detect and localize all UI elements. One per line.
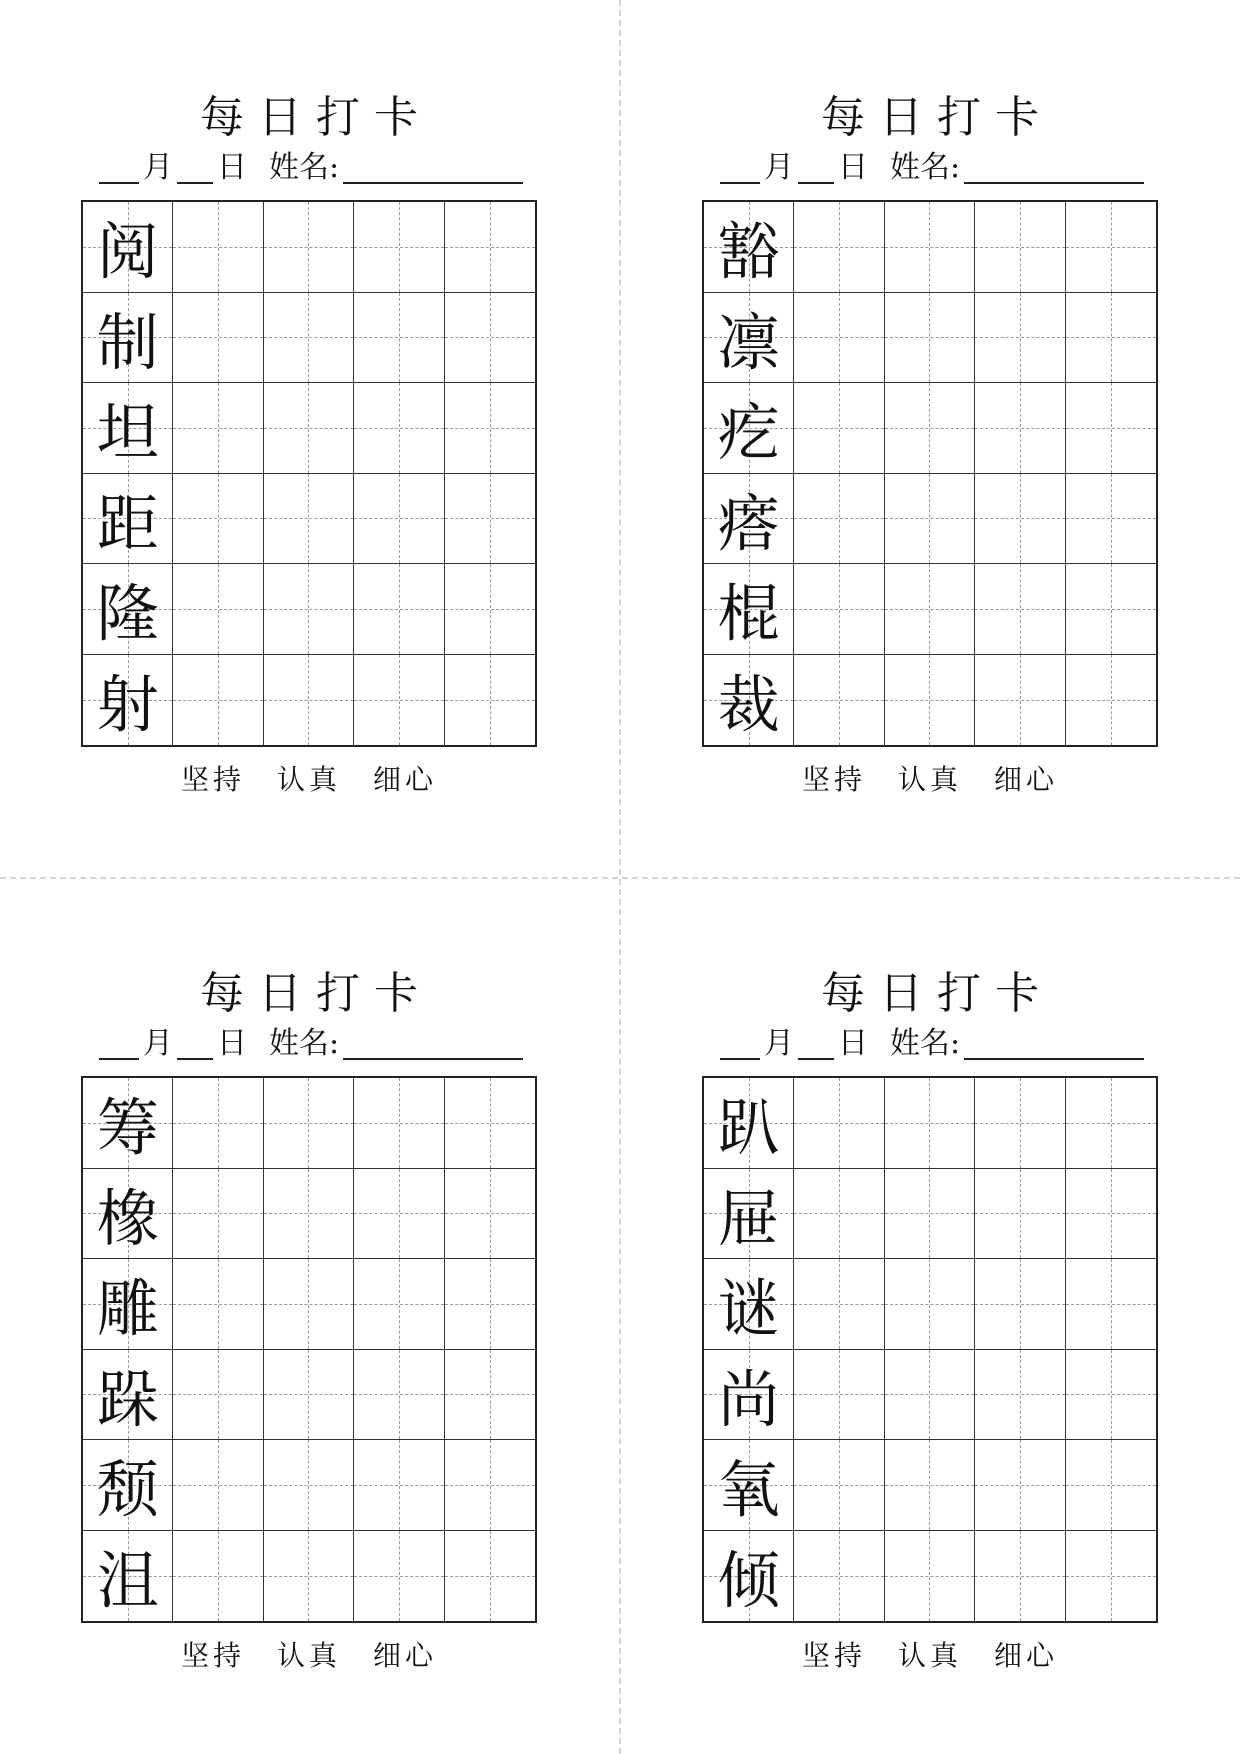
practice-cell[interactable]	[794, 383, 884, 474]
model-character: 隆	[96, 577, 159, 651]
practice-cell[interactable]	[445, 1259, 535, 1350]
motto-footer	[81, 1636, 537, 1676]
practice-cell[interactable]	[173, 202, 263, 293]
date-name-line	[99, 148, 555, 188]
model-character-cell	[83, 1078, 173, 1169]
model-character-cell	[83, 202, 173, 293]
practice-cell[interactable]	[794, 1169, 884, 1260]
practice-cell[interactable]	[1066, 293, 1156, 384]
practice-cell[interactable]	[1066, 1531, 1156, 1622]
practice-cell[interactable]	[885, 293, 975, 384]
model-character: 筹	[96, 1091, 159, 1165]
practice-cell[interactable]	[354, 564, 444, 655]
practice-cell[interactable]	[354, 383, 444, 474]
practice-cell[interactable]	[885, 564, 975, 655]
practice-cell[interactable]	[975, 474, 1065, 565]
name-label: 姓名:	[269, 150, 340, 185]
practice-cell[interactable]	[445, 655, 535, 746]
practice-cell[interactable]	[264, 655, 354, 746]
model-character: 尚	[717, 1362, 780, 1436]
practice-cell[interactable]	[173, 1078, 263, 1169]
date-name-line	[720, 148, 1176, 188]
practice-cell[interactable]	[794, 202, 884, 293]
practice-cell[interactable]	[264, 293, 354, 384]
model-character: 制	[96, 305, 159, 379]
practice-cell[interactable]	[354, 202, 444, 293]
model-character-cell	[704, 1078, 794, 1169]
practice-cell[interactable]	[1066, 1169, 1156, 1260]
motto-word: 认真	[276, 1639, 341, 1672]
practice-cell[interactable]	[173, 474, 263, 565]
practice-cell[interactable]	[885, 655, 975, 746]
practice-cell[interactable]	[975, 1440, 1065, 1531]
model-character: 雕	[96, 1272, 159, 1346]
month-blank[interactable]	[720, 148, 760, 184]
model-character: 橡	[96, 1181, 159, 1255]
practice-cell[interactable]	[354, 474, 444, 565]
model-character: 氧	[717, 1453, 780, 1527]
month-blank[interactable]	[99, 148, 139, 184]
practice-cell[interactable]	[445, 202, 535, 293]
practice-cell[interactable]	[354, 655, 444, 746]
date-name-line	[99, 1024, 555, 1064]
practice-cell[interactable]	[794, 1350, 884, 1441]
practice-card-top-left	[81, 0, 537, 796]
model-character-cell	[83, 564, 173, 655]
day-blank[interactable]	[798, 1024, 834, 1060]
practice-cell[interactable]	[173, 293, 263, 384]
practice-cell[interactable]	[354, 1169, 444, 1260]
practice-cell[interactable]	[885, 383, 975, 474]
writing-grid	[702, 1076, 1158, 1623]
month-blank[interactable]	[720, 1024, 760, 1060]
motto-footer	[702, 1636, 1158, 1676]
practice-cell[interactable]	[1066, 474, 1156, 565]
motto-word: 坚持	[180, 1639, 245, 1672]
model-character-cell	[704, 564, 794, 655]
practice-cell[interactable]	[264, 202, 354, 293]
practice-cell[interactable]	[794, 564, 884, 655]
practice-cell[interactable]	[885, 1078, 975, 1169]
writing-grid	[81, 1076, 537, 1623]
practice-cell[interactable]	[264, 1169, 354, 1260]
practice-cell[interactable]	[173, 1531, 263, 1622]
model-character: 疙	[717, 396, 780, 470]
writing-grid	[81, 200, 537, 747]
practice-cell[interactable]	[794, 474, 884, 565]
model-character-cell	[704, 293, 794, 384]
model-character-cell	[83, 1350, 173, 1441]
practice-cell[interactable]	[264, 383, 354, 474]
model-character-cell	[704, 474, 794, 565]
model-character-cell	[704, 1440, 794, 1531]
practice-cell[interactable]	[264, 1259, 354, 1350]
model-character: 裁	[717, 668, 780, 742]
practice-cell[interactable]	[794, 1078, 884, 1169]
practice-cell[interactable]	[975, 293, 1065, 384]
model-character-cell	[83, 1531, 173, 1622]
practice-cell[interactable]	[445, 1440, 535, 1531]
month-blank[interactable]	[99, 1024, 139, 1060]
practice-cell[interactable]	[173, 1169, 263, 1260]
model-character: 谜	[717, 1272, 780, 1346]
model-character-cell	[704, 1350, 794, 1441]
motto-word: 细心	[373, 1639, 438, 1672]
motto-word: 细心	[994, 1639, 1059, 1672]
practice-card-bottom-right	[702, 876, 1158, 1672]
practice-cell[interactable]	[445, 293, 535, 384]
practice-cell[interactable]	[264, 564, 354, 655]
practice-cell[interactable]	[885, 202, 975, 293]
model-character: 跺	[96, 1362, 159, 1436]
day-label: 日	[838, 150, 868, 185]
name-blank[interactable]	[964, 148, 1144, 184]
model-character: 趴	[717, 1091, 780, 1165]
motto-word: 坚持	[180, 763, 245, 796]
practice-cell[interactable]	[264, 1078, 354, 1169]
practice-cell[interactable]	[975, 383, 1065, 474]
model-character-cell	[704, 1259, 794, 1350]
practice-cell[interactable]	[264, 1350, 354, 1441]
card-title: 每日打卡	[200, 92, 432, 143]
practice-cell[interactable]	[354, 1078, 444, 1169]
month-label: 月	[764, 150, 794, 185]
model-character: 屉	[717, 1181, 780, 1255]
practice-cell[interactable]	[173, 564, 263, 655]
practice-cell[interactable]	[173, 1350, 263, 1441]
practice-cell[interactable]	[264, 1531, 354, 1622]
practice-cell[interactable]	[975, 1259, 1065, 1350]
day-blank[interactable]	[177, 148, 213, 184]
month-label: 月	[143, 150, 173, 185]
card-title: 每日打卡	[821, 968, 1053, 1019]
motto-word: 细心	[373, 763, 438, 796]
model-character: 颓	[96, 1453, 159, 1527]
practice-cell[interactable]	[885, 474, 975, 565]
practice-card-bottom-left	[81, 876, 537, 1672]
motto-word: 认真	[897, 763, 962, 796]
practice-cell[interactable]	[885, 1350, 975, 1441]
practice-cell[interactable]	[1066, 383, 1156, 474]
card-title: 每日打卡	[200, 968, 432, 1019]
motto-word: 坚持	[801, 763, 866, 796]
practice-cell[interactable]	[1066, 1078, 1156, 1169]
practice-cell[interactable]	[354, 1259, 444, 1350]
model-character-cell	[83, 655, 173, 746]
practice-cell[interactable]	[354, 1440, 444, 1531]
practice-cell[interactable]	[1066, 1440, 1156, 1531]
practice-cell[interactable]	[1066, 564, 1156, 655]
name-blank[interactable]	[964, 1024, 1144, 1060]
motto-word: 坚持	[801, 1639, 866, 1672]
model-character-cell	[83, 293, 173, 384]
month-label: 月	[764, 1026, 794, 1061]
name-label: 姓名:	[890, 1026, 961, 1061]
model-character-cell	[83, 383, 173, 474]
day-label: 日	[217, 150, 247, 185]
motto-word: 认真	[276, 763, 341, 796]
practice-cell[interactable]	[975, 1350, 1065, 1441]
model-character: 豁	[717, 215, 780, 289]
day-blank[interactable]	[798, 148, 834, 184]
practice-cell[interactable]	[794, 1259, 884, 1350]
model-character: 沮	[96, 1544, 159, 1618]
motto-footer	[81, 760, 537, 800]
practice-cell[interactable]	[445, 564, 535, 655]
practice-cell[interactable]	[173, 1440, 263, 1531]
model-character: 凛	[717, 305, 780, 379]
name-blank[interactable]	[343, 1024, 523, 1060]
practice-cell[interactable]	[445, 1169, 535, 1260]
practice-cell[interactable]	[975, 564, 1065, 655]
practice-card-top-right	[702, 0, 1158, 796]
card-title: 每日打卡	[821, 92, 1053, 143]
model-character-cell	[704, 1531, 794, 1622]
practice-cell[interactable]	[354, 1350, 444, 1441]
practice-cell[interactable]	[794, 1531, 884, 1622]
motto-footer	[702, 760, 1158, 800]
model-character-cell	[83, 474, 173, 565]
model-character: 倾	[717, 1544, 780, 1618]
day-blank[interactable]	[177, 1024, 213, 1060]
model-character-cell	[704, 655, 794, 746]
practice-cell[interactable]	[354, 293, 444, 384]
practice-cell[interactable]	[173, 1259, 263, 1350]
name-label: 姓名:	[269, 1026, 340, 1061]
practice-cell[interactable]	[975, 655, 1065, 746]
practice-cell[interactable]	[975, 202, 1065, 293]
motto-word: 认真	[897, 1639, 962, 1672]
motto-word: 细心	[994, 763, 1059, 796]
model-character: 距	[96, 486, 159, 560]
model-character: 瘩	[717, 486, 780, 560]
practice-cell[interactable]	[264, 474, 354, 565]
practice-cell[interactable]	[445, 1078, 535, 1169]
model-character-cell	[704, 202, 794, 293]
practice-cell[interactable]	[1066, 655, 1156, 746]
model-character-cell	[83, 1440, 173, 1531]
practice-cell[interactable]	[445, 1350, 535, 1441]
practice-cell[interactable]	[445, 474, 535, 565]
practice-cell[interactable]	[975, 1169, 1065, 1260]
practice-cell[interactable]	[354, 1531, 444, 1622]
model-character: 棍	[717, 577, 780, 651]
practice-cell[interactable]	[794, 1440, 884, 1531]
date-name-line	[720, 1024, 1176, 1064]
model-character-cell	[83, 1259, 173, 1350]
practice-cell[interactable]	[794, 655, 884, 746]
practice-cell[interactable]	[975, 1078, 1065, 1169]
practice-cell[interactable]	[1066, 1350, 1156, 1441]
practice-cell[interactable]	[445, 1531, 535, 1622]
day-label: 日	[838, 1026, 868, 1061]
name-blank[interactable]	[343, 148, 523, 184]
practice-cell[interactable]	[885, 1259, 975, 1350]
model-character-cell	[704, 1169, 794, 1260]
practice-cell[interactable]	[885, 1169, 975, 1260]
practice-cell[interactable]	[794, 293, 884, 384]
practice-cell[interactable]	[975, 1531, 1065, 1622]
model-character-cell	[704, 383, 794, 474]
model-character: 射	[96, 668, 159, 742]
practice-cell[interactable]	[1066, 202, 1156, 293]
month-label: 月	[143, 1026, 173, 1061]
practice-cell[interactable]	[173, 383, 263, 474]
model-character: 阅	[96, 215, 159, 289]
writing-grid	[702, 200, 1158, 747]
practice-cell[interactable]	[264, 1440, 354, 1531]
practice-cell[interactable]	[173, 655, 263, 746]
model-character: 坦	[96, 396, 159, 470]
practice-cell[interactable]	[1066, 1259, 1156, 1350]
model-character-cell	[83, 1169, 173, 1260]
practice-cell[interactable]	[885, 1440, 975, 1531]
name-label: 姓名:	[890, 150, 961, 185]
day-label: 日	[217, 1026, 247, 1061]
practice-cell[interactable]	[885, 1531, 975, 1622]
practice-cell[interactable]	[445, 383, 535, 474]
